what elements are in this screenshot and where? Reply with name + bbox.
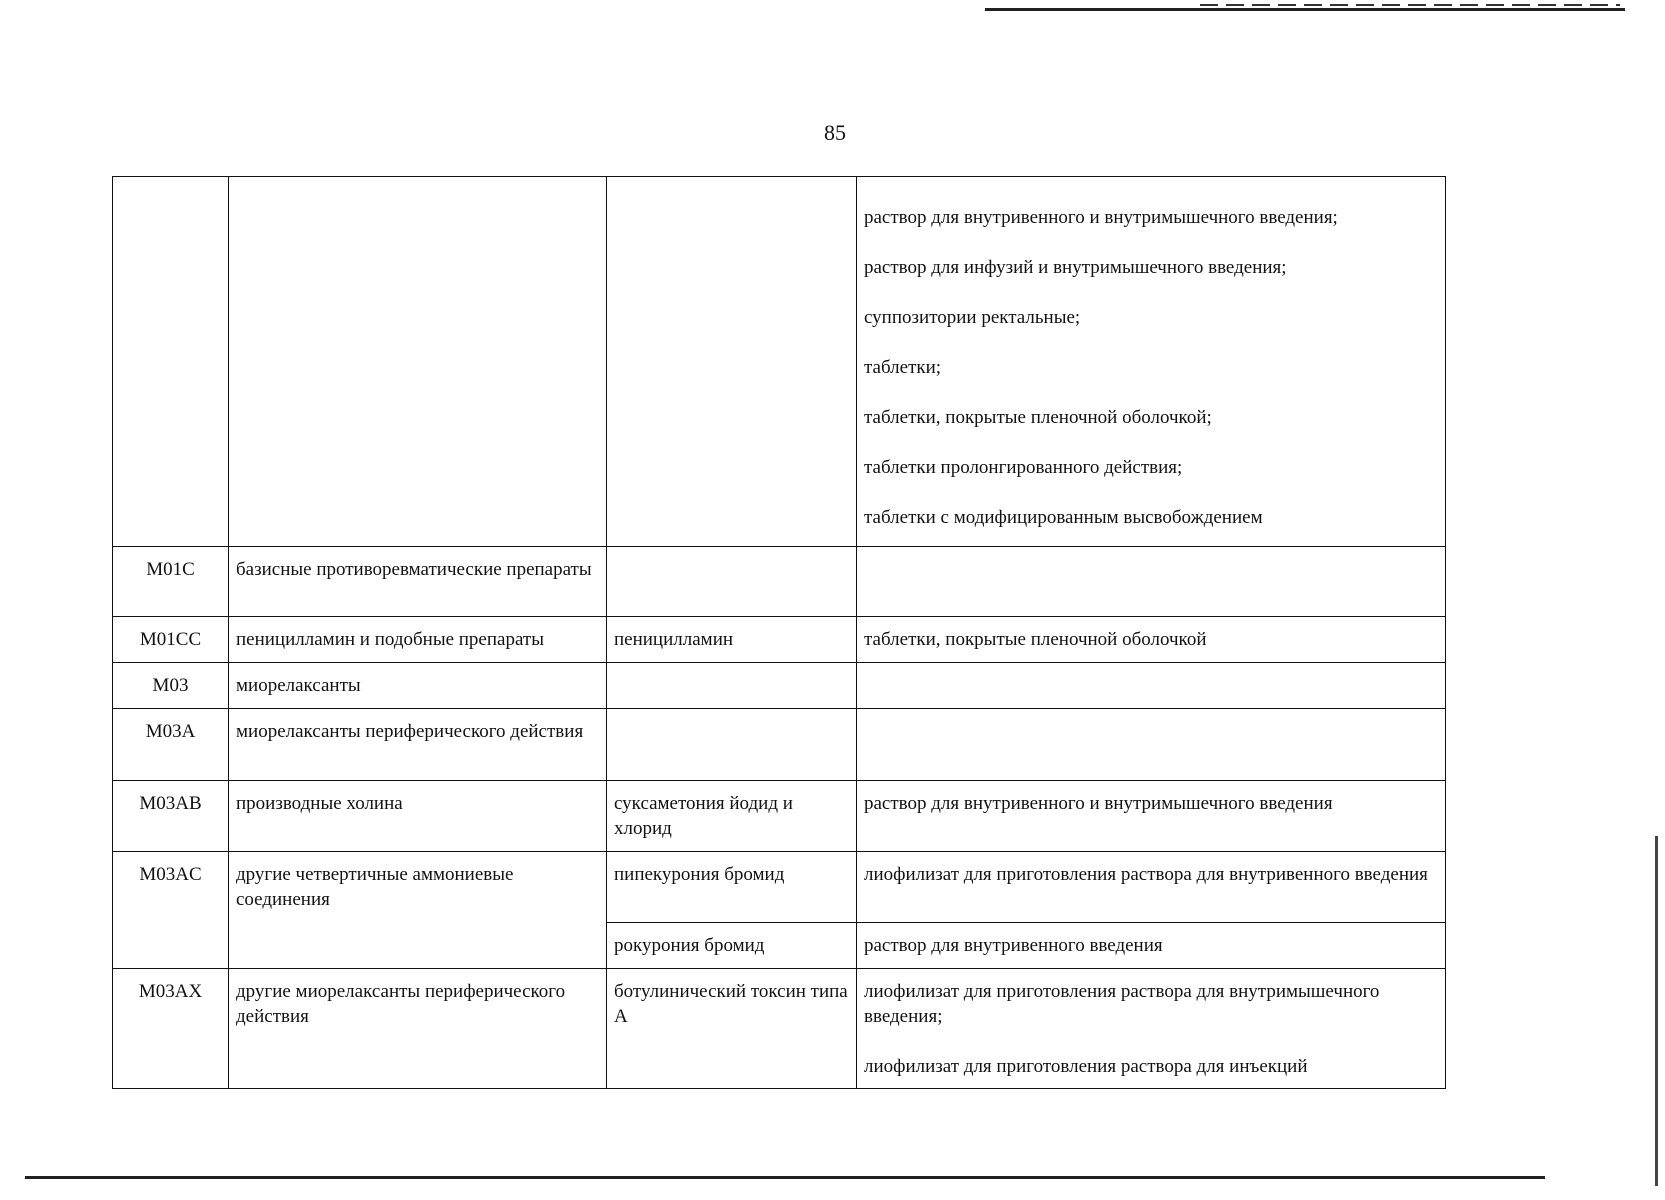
atc-code-cell: M03AX [113,969,229,1089]
table-row [113,177,1446,547]
substance-cell: пеницилламин [607,617,857,663]
group-cell: миорелаксанты периферического действия [229,709,607,781]
table-row [113,663,1446,709]
dosage-form: лиофилизат для приготовления раствора для внутримышечного введения; [864,981,1380,1027]
atc-code-cell [113,177,229,547]
dosage-forms-cell [857,547,1446,617]
dosage-forms-cell [857,617,1446,663]
table-row [113,547,1446,617]
dosage-form: таблетки с модифицированным высвобождением [864,507,1263,528]
substance-cell [607,547,857,617]
table-row [113,781,1446,852]
atc-code-cell: M01C [113,547,229,617]
scan-artifact-top-line [985,8,1625,11]
substance-cell [607,177,857,547]
group-cell: базисные противоревматические препараты [229,547,607,617]
dosage-forms-cell [857,852,1446,923]
drug-table [112,176,1446,1089]
substance-cell [607,709,857,781]
group-cell: пеницилламин и подобные препараты [229,617,607,663]
atc-code-cell: M03AC [113,852,229,969]
page-number: 85 [824,120,846,145]
dosage-form: таблетки, покрытые пленочной оболочкой [864,629,1207,650]
dosage-form: раствор для инфузий и внутримышечного введения; [864,257,1287,278]
scan-artifact-right-edge [1655,836,1658,1186]
group-cell: производные холина [229,781,607,852]
substance-cell: ботулинический токсин типа А [607,969,857,1089]
atc-code-cell: M01CC [113,617,229,663]
dosage-forms-cell [857,177,1446,547]
table-row [113,617,1446,663]
dosage-forms-cell [857,781,1446,852]
dosage-form: лиофилизат для приготовления раствора для внутривенного введения [864,864,1428,885]
dosage-form: раствор для внутривенного и внутримышечного введения [864,793,1333,814]
group-cell: другие четвертичные аммониевые соединения [229,852,607,969]
dosage-forms-cell [857,663,1446,709]
substance-cell [607,663,857,709]
dosage-forms-cell [857,709,1446,781]
group-cell: другие миорелаксанты периферического действия [229,969,607,1089]
dosage-form: суппозитории ректальные; [864,307,1081,328]
scan-artifact-top-dashes [1200,4,1620,6]
group-cell [229,177,607,547]
substance-cell: суксаметония йодид и хлорид [607,781,857,852]
dosage-forms-cell [857,923,1446,969]
atc-code-cell: M03A [113,709,229,781]
dosage-form: раствор для внутривенного и внутримышечного введения; [864,207,1338,228]
atc-code-cell: M03AB [113,781,229,852]
dosage-form: таблетки пролонгированного действия; [864,457,1183,478]
dosage-form: таблетки, покрытые пленочной оболочкой; [864,407,1212,428]
group-cell: миорелаксанты [229,663,607,709]
dosage-forms-cell [857,969,1446,1089]
table-row [113,969,1446,1089]
atc-code-cell: M03 [113,663,229,709]
dosage-form: таблетки; [864,357,942,378]
scan-artifact-bottom-line [25,1176,1545,1179]
substance-cell: рокурония бромид [607,923,857,969]
table-row [113,852,1446,923]
dosage-form: лиофилизат для приготовления раствора для инъекций [864,1056,1308,1077]
dosage-form: раствор для внутривенного введения [864,935,1163,956]
substance-cell: пипекурония бромид [607,852,857,923]
table-row [113,709,1446,781]
